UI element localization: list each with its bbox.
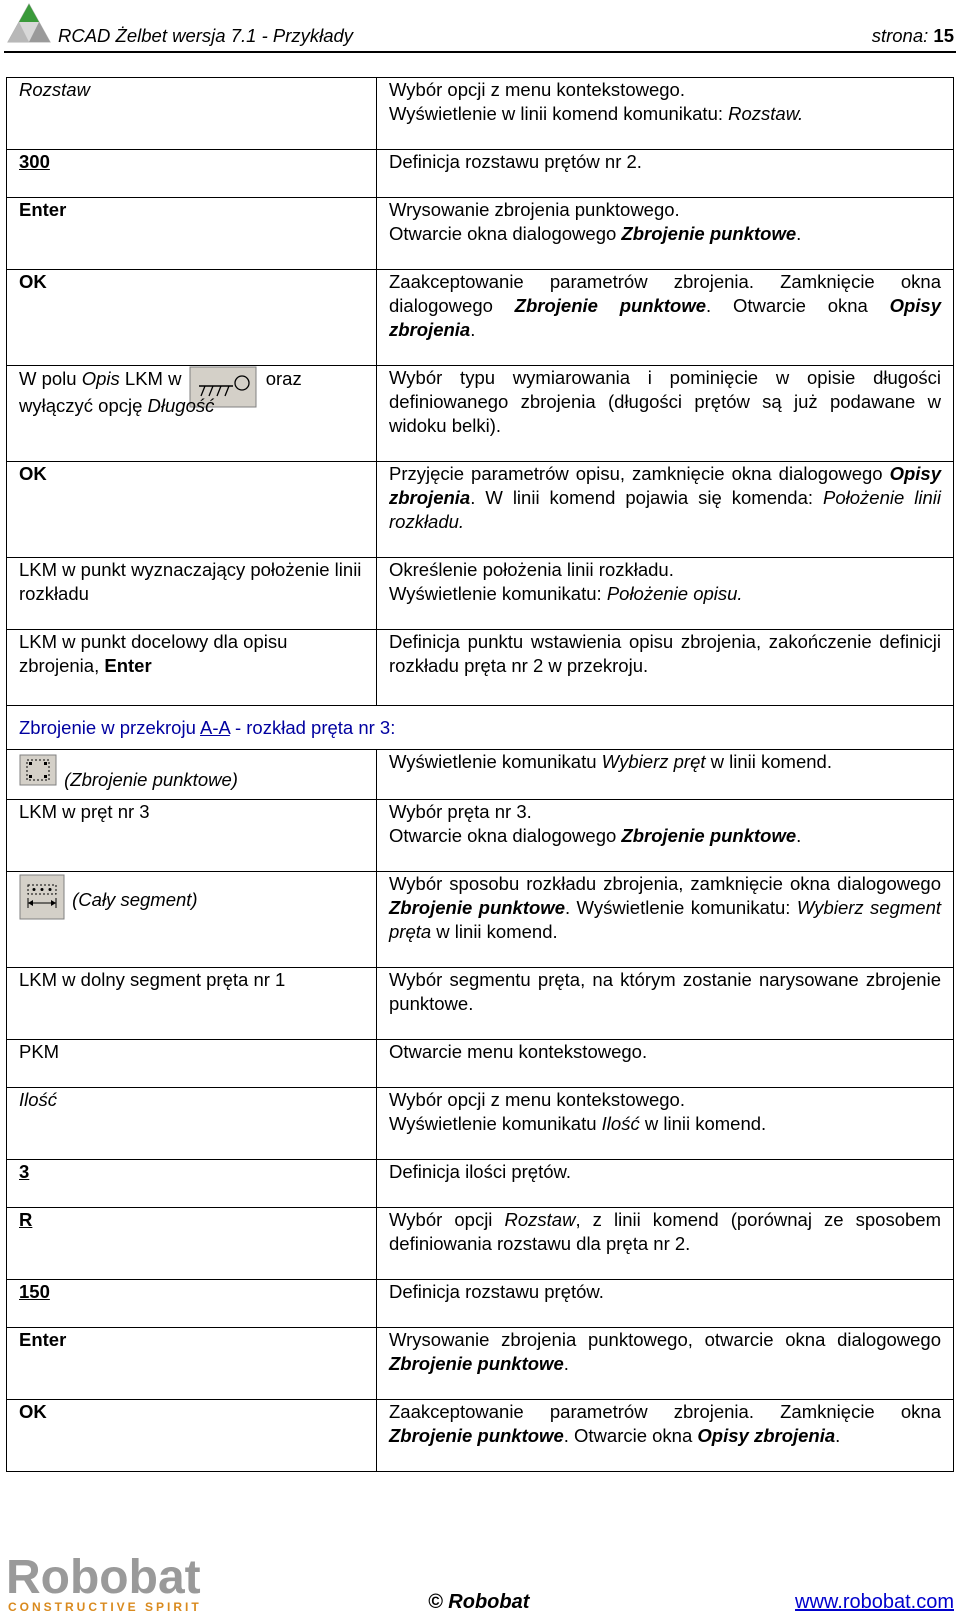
action-cell: [7, 1400, 377, 1472]
description-cell: [377, 872, 954, 968]
action-text: oraz: [265, 367, 302, 389]
action-cell: [7, 198, 377, 270]
description-cell: [377, 1208, 954, 1280]
table-row: [7, 750, 954, 800]
table-row: [7, 462, 954, 558]
desc-text: Wybór typu wymiarowania i pominięcie w opisie długości definiowanego zbrojenia (długości prętów są już podawane w widoku belki).: [389, 367, 941, 436]
desc-emphasis: Opisy zbrojenia: [389, 463, 941, 508]
action-text: (Cały segment): [72, 889, 198, 910]
desc-text: Definicja ilości prętów.: [389, 1161, 571, 1182]
page-label: strona:: [871, 25, 929, 46]
action-cell: [7, 630, 377, 706]
action-cell: [7, 1328, 377, 1400]
desc-text: .: [835, 1425, 841, 1446]
action-text: LKM w: [119, 367, 182, 389]
table-row: [7, 968, 954, 1040]
desc-text: Wybór pręta nr 3.: [389, 801, 532, 822]
desc-text: Wyświetlenie komunikatu: [389, 1113, 602, 1134]
desc-emphasis: Położenie linii rozkładu.: [389, 487, 941, 532]
desc-text: Wybór opcji: [389, 1209, 505, 1230]
action-cell: [7, 872, 377, 968]
desc-text: Wybór segmentu pręta, na którym zostanie narysowane zbrojenie punktowe.: [389, 969, 941, 1014]
description-cell: [377, 198, 954, 270]
desc-text: Określenie położenia linii rozkładu.: [389, 559, 674, 580]
section-link[interactable]: A-A: [199, 716, 230, 738]
action-text: LKM w punkt wyznaczający położenie linii rozkładu: [19, 559, 362, 604]
action-cell: [7, 1088, 377, 1160]
desc-text: . Wyświetlenie komunikatu:: [564, 897, 797, 918]
table-row: [7, 1160, 954, 1208]
action-text: 300: [19, 151, 50, 172]
desc-emphasis: Zbrojenie punktowe: [389, 897, 565, 918]
description-cell: [377, 558, 954, 630]
footer-logo-tagline: CONSTRUCTIVE SPIRIT: [8, 1600, 202, 1613]
desc-emphasis: Rozstaw: [504, 1209, 576, 1230]
action-text: LKM w dolny segment pręta nr 1: [19, 969, 286, 990]
desc-text: Definicja punktu wstawienia opisu zbrojenia, zakończenie definicji rozkładu pręta nr 2 w przekroju.: [389, 631, 941, 676]
action-cell: [7, 968, 377, 1040]
section-heading-row: [7, 706, 954, 750]
desc-text: w linii komend.: [639, 1113, 767, 1134]
desc-text: , z linii komend (porównaj ze sposobem definiowania rozstawu dla pręta nr 2.: [389, 1209, 941, 1254]
action-emphasis: Enter: [104, 655, 152, 676]
action-cell: [7, 78, 377, 150]
desc-emphasis: Zbrojenie punktowe: [514, 295, 707, 316]
table-row: [7, 872, 954, 968]
desc-text: Zaakceptowanie parametrów zbrojenia. Zamknięcie okna dialogowego: [389, 271, 941, 316]
description-cell: [377, 1160, 954, 1208]
action-cell: [7, 1040, 377, 1088]
description-cell: [377, 630, 954, 706]
action-text: R: [19, 1209, 33, 1230]
action-text: Enter: [19, 1329, 67, 1350]
desc-emphasis: Wybierz segment pręta: [389, 897, 942, 942]
steps-table: [6, 77, 954, 1472]
action-emphasis: Opis: [81, 367, 120, 389]
table-row: [7, 1400, 954, 1472]
desc-text: . Otwarcie okna: [563, 1425, 698, 1446]
desc-text: Wyświetlenie w linii komend komunikatu:: [389, 103, 729, 124]
section-heading: [7, 706, 954, 750]
robobat-triangle-logo-icon: [6, 2, 52, 44]
footer-website-link[interactable]: www.robobat.com: [795, 1591, 954, 1613]
action-text: W polu: [19, 367, 82, 389]
desc-text: .: [796, 825, 802, 846]
action-text: OK: [19, 463, 47, 484]
action-cell: [7, 558, 377, 630]
description-cell: [377, 78, 954, 150]
robobat-footer-logo: [6, 1551, 230, 1613]
action-text: Rozstaw: [19, 79, 90, 100]
table-row: [7, 198, 954, 270]
desc-emphasis: Zbrojenie punktowe: [389, 1353, 564, 1374]
table-row: [7, 630, 954, 706]
description-cell: [377, 366, 954, 462]
desc-emphasis: Zbrojenie punktowe: [389, 1425, 564, 1446]
section-text: - rozkład pręta nr 3:: [229, 716, 396, 738]
description-cell: [377, 150, 954, 198]
action-text: wyłączyć opcję: [19, 395, 148, 416]
action-emphasis: Długość: [147, 395, 215, 416]
desc-text: Definicja rozstawu prętów nr 2.: [389, 151, 642, 172]
desc-emphasis: Opisy zbrojenia: [389, 295, 942, 340]
action-cell: [7, 462, 377, 558]
desc-text: .: [563, 1353, 569, 1374]
description-cell: [377, 968, 954, 1040]
desc-text: Wybór sposobu rozkładu zbrojenia, zamknięcie okna dialogowego: [389, 873, 941, 894]
description-cell: [377, 1328, 954, 1400]
description-cell: [377, 1088, 954, 1160]
desc-emphasis: Wybierz pręt: [601, 751, 706, 772]
table-row: [7, 150, 954, 198]
action-text: LKM w punkt docelowy dla opisu zbrojenia,: [19, 631, 288, 676]
action-cell: [7, 150, 377, 198]
page-header: [0, 0, 960, 52]
desc-emphasis: Położenie opisu.: [606, 583, 743, 604]
desc-text: Wrysowanie zbrojenia punktowego.: [389, 199, 680, 220]
action-text: Ilość: [19, 1089, 58, 1110]
action-text: 150: [19, 1281, 50, 1302]
action-text: Enter: [19, 199, 67, 220]
action-cell: [7, 270, 377, 366]
desc-emphasis: Rozstaw.: [728, 103, 804, 124]
point-reinforcement-tool-icon[interactable]: [19, 754, 57, 786]
document-title: RCAD Żelbet wersja 7.1 - Przykłady: [58, 25, 354, 46]
desc-text: .: [796, 223, 802, 244]
desc-text: Otwarcie okna dialogowego: [389, 223, 622, 244]
table-row: [7, 270, 954, 366]
action-cell: [7, 1208, 377, 1280]
description-cell: [377, 800, 954, 872]
desc-emphasis: Zbrojenie punktowe: [621, 825, 797, 846]
action-cell: [7, 1160, 377, 1208]
footer-logo-text: Robobat: [6, 1551, 201, 1604]
desc-text: Przyjęcie parametrów opisu, zamknięcie okna dialogowego: [389, 463, 890, 484]
desc-text: w linii komend.: [431, 921, 558, 942]
action-text: (Zbrojenie punktowe): [64, 769, 238, 790]
header-rule: [4, 51, 956, 53]
table-row: [7, 366, 954, 462]
desc-text: . Otwarcie okna: [706, 295, 890, 316]
page-number-value: 15: [933, 25, 954, 46]
action-text: PKM: [19, 1041, 60, 1062]
description-cell: [377, 750, 954, 800]
table-row: [7, 1280, 954, 1328]
action-text: 3: [19, 1161, 30, 1182]
desc-text: Otwarcie menu kontekstowego.: [389, 1041, 648, 1062]
description-cell: [377, 462, 954, 558]
action-cell: [7, 800, 377, 872]
table-row: [7, 800, 954, 872]
desc-text: w linii komend.: [705, 751, 832, 772]
desc-emphasis: Zbrojenie punktowe: [621, 223, 797, 244]
section-text: Zbrojenie w przekroju: [19, 716, 200, 738]
desc-text: Definicja rozstawu prętów.: [389, 1281, 604, 1302]
action-cell: [7, 1280, 377, 1328]
desc-text: Wybór opcji z menu kontekstowego.: [389, 79, 685, 100]
description-cell: [377, 1040, 954, 1088]
table-row: [7, 1328, 954, 1400]
desc-emphasis: Opisy zbrojenia: [697, 1425, 836, 1446]
desc-emphasis: Ilość: [601, 1113, 640, 1134]
desc-text: Zaakceptowanie parametrów zbrojenia. Zamknięcie okna: [389, 1401, 941, 1422]
whole-segment-tool-icon[interactable]: [19, 874, 65, 920]
desc-text: Wybór opcji z menu kontekstowego.: [389, 1089, 685, 1110]
desc-text: Otwarcie okna dialogowego: [389, 825, 622, 846]
table-row: [7, 558, 954, 630]
action-text: LKM w pręt nr 3: [19, 801, 150, 822]
table-row: [7, 1040, 954, 1088]
table-row: [7, 78, 954, 150]
description-cell: [377, 270, 954, 366]
table-row: [7, 1088, 954, 1160]
table-row: [7, 1208, 954, 1280]
description-cell: [377, 1280, 954, 1328]
desc-text: .: [470, 319, 476, 340]
desc-text: Wyświetlenie komunikatu: [389, 751, 602, 772]
action-text: OK: [19, 271, 47, 292]
action-cell: [7, 750, 377, 800]
footer-copyright: © Robobat: [428, 1591, 530, 1613]
desc-text: Wrysowanie zbrojenia punktowego, otwarcie okna dialogowego: [389, 1329, 941, 1350]
action-cell: [7, 366, 377, 462]
description-cell: [377, 1400, 954, 1472]
desc-text: . W linii komend pojawia się komenda:: [470, 487, 824, 508]
desc-text: Wyświetlenie komunikatu:: [389, 583, 607, 604]
action-text: OK: [19, 1401, 47, 1422]
page-number: [872, 24, 954, 48]
